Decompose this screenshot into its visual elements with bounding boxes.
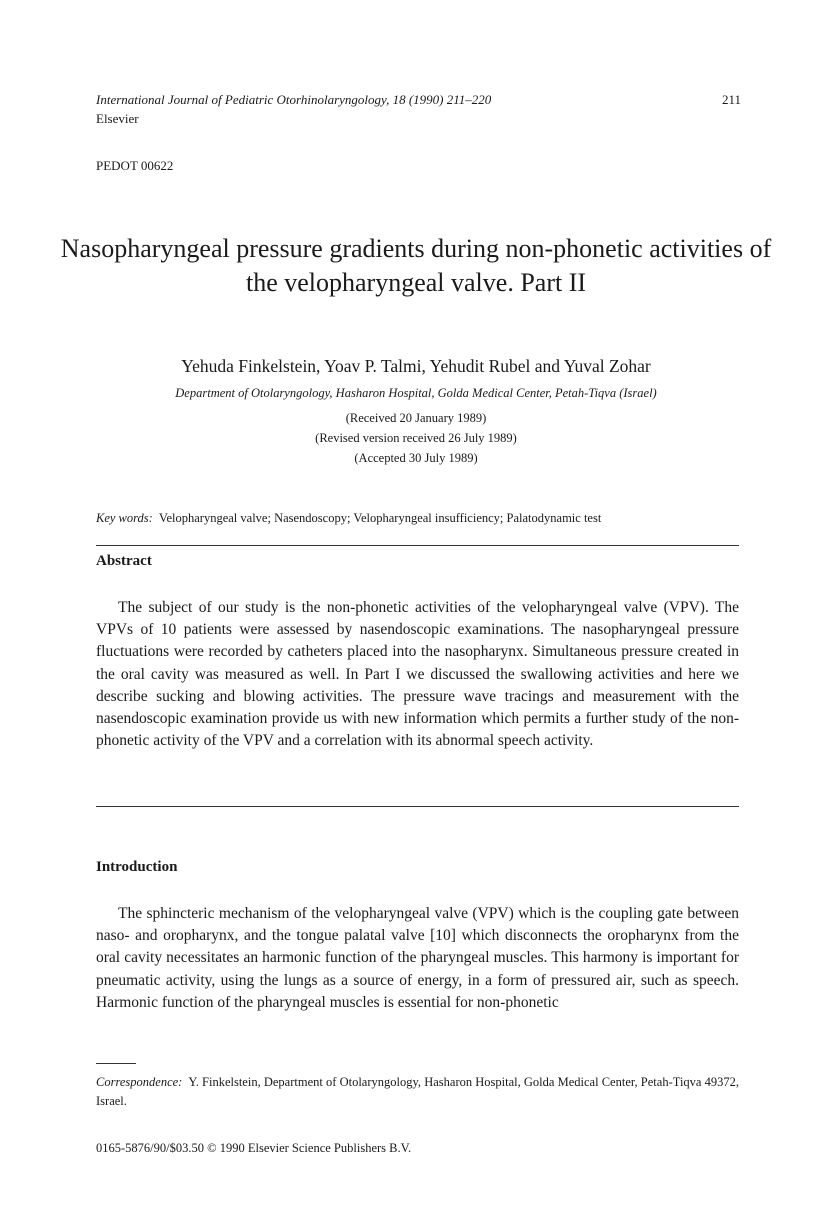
abstract-heading: Abstract [96,553,152,569]
footnote-label: Correspondence: [96,1075,183,1089]
journal-citation: International Journal of Pediatric Otorhinolaryngology, 18 (1990) 211–220 [96,92,492,107]
keywords-line [96,511,746,526]
author-list: Yehuda Finkelstein, Yoav P. Talmi, Yehudit Rubel and Yuval Zohar [181,356,651,376]
affiliation: Department of Otolaryngology, Hasharon Hospital, Golda Medical Center, Petah-Tiqva (Israel) [175,386,657,400]
page-number: 211 [721,92,741,107]
article-code: PEDOT 00622 [96,158,174,173]
received-date: (Received 20 January 1989) [345,411,487,425]
footnote-text: Y. Finkelstein, Department of Otolaryngology, Hasharon Hospital, Golda Medical Center, Petah-Tiqva 49372, Israel. [96,1075,739,1108]
abstract-text: The subject of our study is the non-phonetic activities of the velopharyngeal valve (VPV). The VPVs of 10 patients were assessed by nasendoscopic examinations. The nasopharyngeal pressure fluctuations were recorded by catheters placed into the nasopharynx. Simultaneous pressure created in the oral cavity was measured as well. In Part I we discussed the swallowing activities and here we describe sucking and blowing activities. The pressure wave tracings and measurement with the nasendoscopic examination provide us with new information which permits a further study of the non-phonetic activity of the VPV and a correlation with its abnormal speech activity. [96,599,739,750]
article-title: Nasopharyngeal pressure gradients during non-phonetic activities of the velopharyngeal valve. Part II [60,234,772,297]
abstract-top-rule [96,545,739,546]
revised-date: (Revised version received 26 July 1989) [315,431,517,445]
keywords-label: Key words: [96,511,153,525]
accepted-date: (Accepted 30 July 1989) [354,451,478,465]
correspondence-footnote [96,1073,739,1111]
article-dates [60,408,772,468]
keywords-text: Velopharyngeal valve; Nasendoscopy; Velopharyngeal insufficiency; Palatodynamic test [158,511,602,525]
abstract-bottom-rule [96,806,739,807]
introduction-text: The sphincteric mechanism of the velopharyngeal valve (VPV) which is the coupling gate between naso- and oropharynx, and the tongue palatal valve [10] which disconnects the oropharynx from the oral cavity necessitates an harmonic function of the pharyngeal muscles. This harmony is important for pneumatic activity, using the lungs as a source of energy, in a form of pressured air, such as speech. Harmonic function of the pharyngeal muscles is essential for non-phonetic [96,905,739,1011]
publisher-name: Elsevier [96,111,139,126]
footnote-rule [96,1063,136,1064]
copyright-line: 0165-5876/90/$03.50 © 1990 Elsevier Science Publishers B.V. [96,1141,412,1155]
introduction-heading: Introduction [96,859,178,875]
